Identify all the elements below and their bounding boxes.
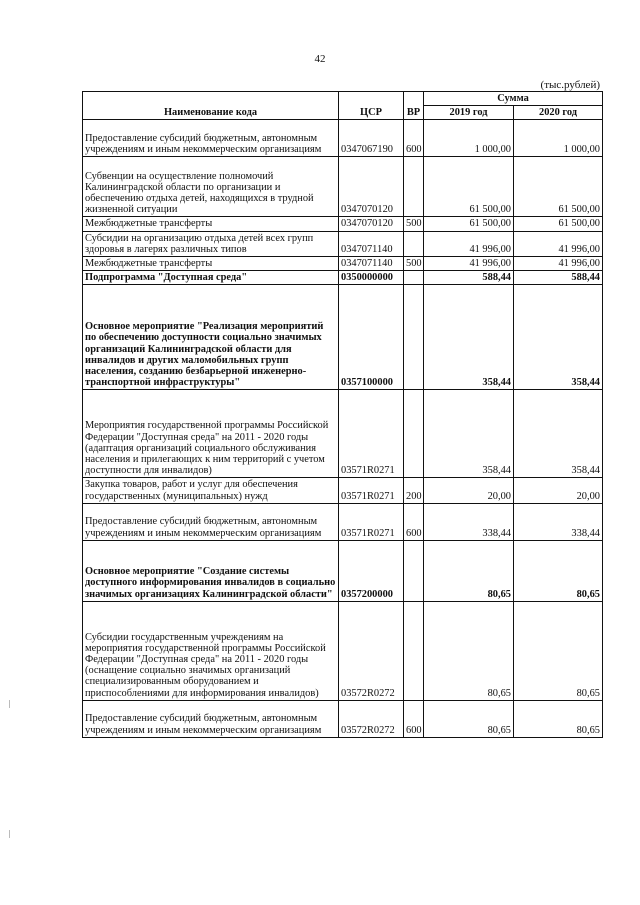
row-csr: 0347070120 xyxy=(339,157,404,217)
table-row xyxy=(83,540,603,601)
header-sum: Сумма xyxy=(424,92,603,106)
row-vr: 600 xyxy=(404,120,424,157)
row-sum-2020: 41 996,00 xyxy=(514,257,603,271)
header-year-2019: 2019 год xyxy=(424,106,514,120)
row-name: Закупка товаров, работ и услуг для обеспечения государственных (муниципальных) нужд xyxy=(83,478,339,503)
table-row xyxy=(83,257,603,271)
table-row xyxy=(83,700,603,737)
row-vr: 200 xyxy=(404,478,424,503)
table-row xyxy=(83,120,603,157)
row-sum-2020: 588,44 xyxy=(514,271,603,285)
row-name: Предоставление субсидий бюджетным, автономным учреждениям и иным некоммерческим организациям xyxy=(83,120,339,157)
table-row xyxy=(83,390,603,478)
scan-edge-mark xyxy=(9,700,10,708)
row-vr: 600 xyxy=(404,700,424,737)
row-sum-2020: 61 500,00 xyxy=(514,217,603,231)
row-sum-2019: 80,65 xyxy=(424,601,514,700)
row-sum-2019: 338,44 xyxy=(424,503,514,540)
row-sum-2020: 80,65 xyxy=(514,700,603,737)
row-csr: 03572R0272 xyxy=(339,700,404,737)
row-vr: 600 xyxy=(404,503,424,540)
row-name: Мероприятия государственной программы Российской Федерации "Доступная среда" на 2011 - 2020 годы (адаптация организаций социального обслуживания населения и прилегающих к ним территорий с учетом доступности для инвалидов) xyxy=(83,390,339,478)
row-csr: 0347071140 xyxy=(339,231,404,256)
row-csr: 0350000000 xyxy=(339,271,404,285)
row-sum-2020: 41 996,00 xyxy=(514,231,603,256)
table-row xyxy=(83,157,603,217)
row-vr: 500 xyxy=(404,217,424,231)
row-name: Предоставление субсидий бюджетным, автономным учреждениям и иным некоммерческим организациям xyxy=(83,700,339,737)
row-sum-2019: 80,65 xyxy=(424,540,514,601)
row-name: Основное мероприятие "Реализация мероприятий по обеспечению доступности социально значимых организаций Калининградской области для инвалидов и других маломобильных групп населения, созданию безбарьерной инженерно-транспортной инфраструктуры" xyxy=(83,285,339,390)
table-row xyxy=(83,478,603,503)
row-sum-2019: 1 000,00 xyxy=(424,120,514,157)
row-sum-2019: 41 996,00 xyxy=(424,231,514,256)
row-sum-2019: 61 500,00 xyxy=(424,217,514,231)
row-csr: 0347070120 xyxy=(339,217,404,231)
row-name: Субвенции на осуществление полномочий Калининградской области по организации и обеспечению отдыха детей, находящихся в трудной жизненной ситуации xyxy=(83,157,339,217)
row-csr: 0357100000 xyxy=(339,285,404,390)
row-csr: 03572R0272 xyxy=(339,601,404,700)
row-vr: 500 xyxy=(404,257,424,271)
table-row xyxy=(83,271,603,285)
table-row xyxy=(83,503,603,540)
row-vr xyxy=(404,540,424,601)
header-vr: ВР xyxy=(404,92,424,120)
row-sum-2019: 588,44 xyxy=(424,271,514,285)
scan-edge-mark xyxy=(9,830,10,838)
row-csr: 0347067190 xyxy=(339,120,404,157)
row-csr: 03571R0271 xyxy=(339,390,404,478)
row-vr xyxy=(404,157,424,217)
row-csr: 03571R0271 xyxy=(339,478,404,503)
header-csr: ЦСР xyxy=(339,92,404,120)
row-sum-2020: 80,65 xyxy=(514,601,603,700)
table-row xyxy=(83,217,603,231)
table-row xyxy=(83,231,603,256)
row-sum-2020: 358,44 xyxy=(514,390,603,478)
row-csr: 0347071140 xyxy=(339,257,404,271)
row-sum-2019: 358,44 xyxy=(424,390,514,478)
row-name: Предоставление субсидий бюджетным, автономным учреждениям и иным некоммерческим организациям xyxy=(83,503,339,540)
row-vr xyxy=(404,285,424,390)
row-sum-2020: 80,65 xyxy=(514,540,603,601)
row-sum-2020: 1 000,00 xyxy=(514,120,603,157)
row-sum-2020: 358,44 xyxy=(514,285,603,390)
budget-table xyxy=(82,91,603,738)
row-csr: 03571R0271 xyxy=(339,503,404,540)
row-csr: 0357200000 xyxy=(339,540,404,601)
row-sum-2020: 61 500,00 xyxy=(514,157,603,217)
header-name: Наименование кода xyxy=(83,92,339,120)
table-row xyxy=(83,601,603,700)
header-year-2020: 2020 год xyxy=(514,106,603,120)
row-sum-2019: 80,65 xyxy=(424,700,514,737)
row-sum-2019: 20,00 xyxy=(424,478,514,503)
row-name: Межбюджетные трансферты xyxy=(83,217,339,231)
row-sum-2019: 358,44 xyxy=(424,285,514,390)
row-sum-2019: 41 996,00 xyxy=(424,257,514,271)
row-vr xyxy=(404,231,424,256)
row-vr xyxy=(404,390,424,478)
row-name: Подпрограмма "Доступная среда" xyxy=(83,271,339,285)
row-name: Межбюджетные трансферты xyxy=(83,257,339,271)
units-label: (тыс.рублей) xyxy=(540,79,600,91)
row-sum-2020: 338,44 xyxy=(514,503,603,540)
row-vr xyxy=(404,601,424,700)
row-vr xyxy=(404,271,424,285)
row-name: Основное мероприятие "Создание системы доступного информирования инвалидов в социально значимых организациях Калининградской области" xyxy=(83,540,339,601)
row-name: Субсидии государственным учреждениям на мероприятия государственной программы Российской Федерации "Доступная среда" на 2011 - 2020 годы (оснащение социально значимых организаций специализированным оборудованием и приспособлениями для информирования инвалидов) xyxy=(83,601,339,700)
page-number: 42 xyxy=(314,53,326,65)
row-sum-2019: 61 500,00 xyxy=(424,157,514,217)
row-sum-2020: 20,00 xyxy=(514,478,603,503)
row-name: Субсидии на организацию отдыха детей всех групп здоровья в лагерях различных типов xyxy=(83,231,339,256)
table-row xyxy=(83,285,603,390)
